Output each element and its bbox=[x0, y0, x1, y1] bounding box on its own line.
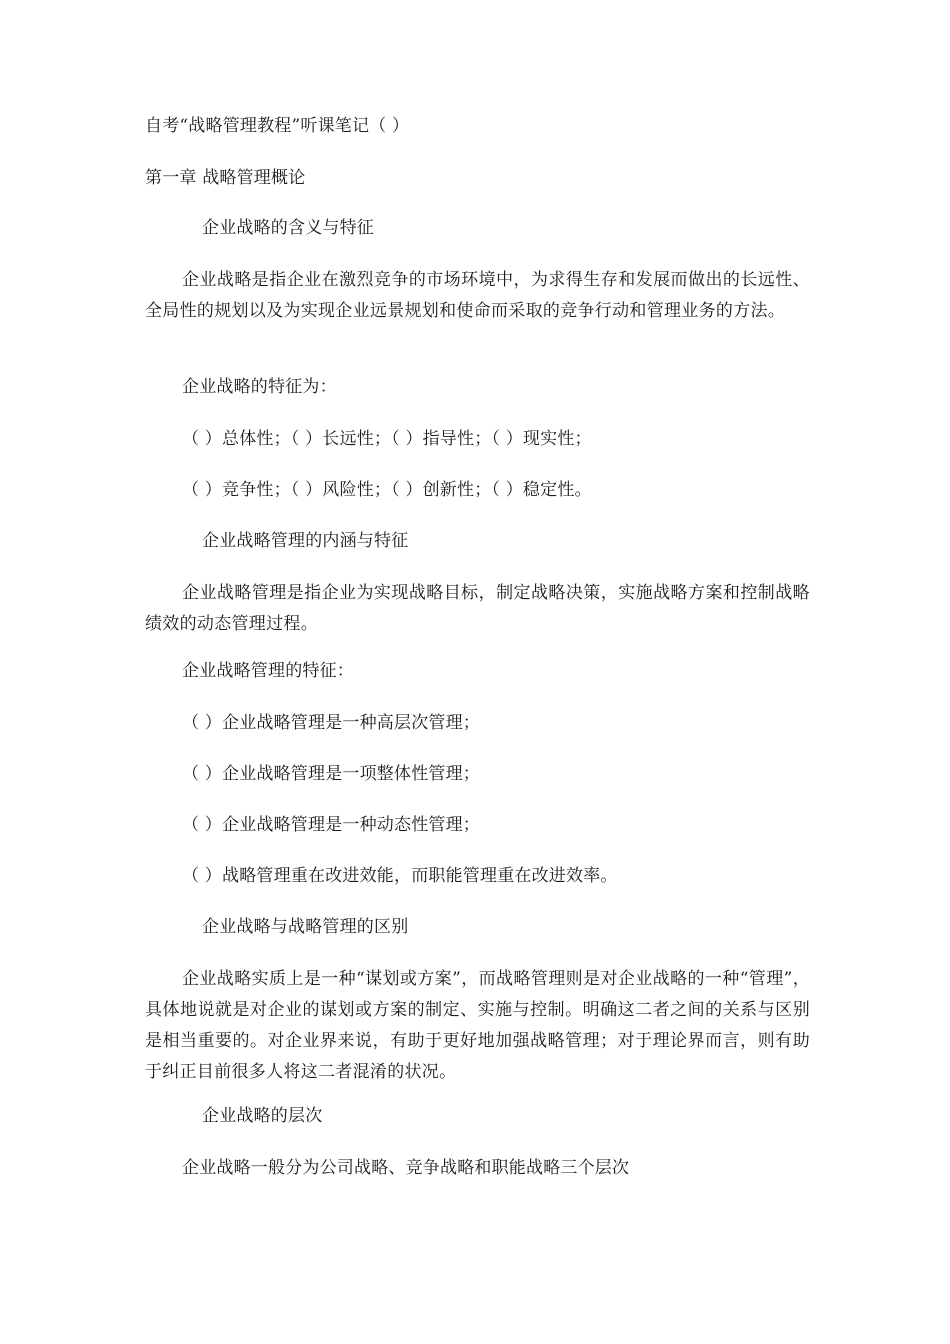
feature-list-line: （ ）竞争性；（ ）风险性；（ ）创新性；（ ）稳定性。 bbox=[182, 480, 592, 500]
feature-list-line: （ ）总体性；（ ）长远性；（ ）指导性；（ ）现实性； bbox=[182, 429, 592, 449]
list-intro: 企业战略管理的特征： bbox=[182, 661, 354, 681]
chapter-heading: 第一章 战略管理概论 bbox=[145, 168, 306, 188]
paragraph: 企业战略实质上是一种“谋划或方案”，而战略管理则是对企业战略的一种“管理”，具体地说就是对企业的谋划或方案的制定、实施与控制。明确这二者之间的关系与区别是相当重要的。对企业界来说，有助于更好地加强战略管理；对于理论界而言，则有助于纠正目前很多人将这二者混淆的状况。 bbox=[145, 969, 810, 1082]
section-heading: 企业战略与战略管理的区别 bbox=[202, 917, 409, 937]
list-item: （ ）战略管理重在改进效能，而职能管理重在改进效率。 bbox=[182, 866, 618, 886]
section-heading: 企业战略管理的内涵与特征 bbox=[202, 531, 409, 551]
paragraph: 企业战略管理是指企业为实现战略目标，制定战略决策，实施战略方案和控制战略绩效的动态管理过程。 bbox=[145, 583, 810, 634]
document-title: 自考“战略管理教程”听课笔记（ ） bbox=[145, 116, 410, 136]
paragraph: 企业战略一般分为公司战略、竞争战略和职能战略三个层次 bbox=[182, 1158, 630, 1178]
list-intro: 企业战略的特征为： bbox=[182, 377, 337, 397]
paragraph: 企业战略是指企业在激烈竞争的市场环境中，为求得生存和发展而做出的长远性、全局性的规划以及为实现企业远景规划和使命而采取的竞争行动和管理业务的方法。 bbox=[145, 270, 810, 321]
section-heading: 企业战略的层次 bbox=[202, 1106, 323, 1126]
list-item: （ ）企业战略管理是一种高层次管理； bbox=[182, 713, 481, 733]
list-item: （ ）企业战略管理是一种动态性管理； bbox=[182, 815, 481, 835]
section-heading: 企业战略的含义与特征 bbox=[202, 218, 374, 238]
list-item: （ ）企业战略管理是一项整体性管理； bbox=[182, 764, 481, 784]
